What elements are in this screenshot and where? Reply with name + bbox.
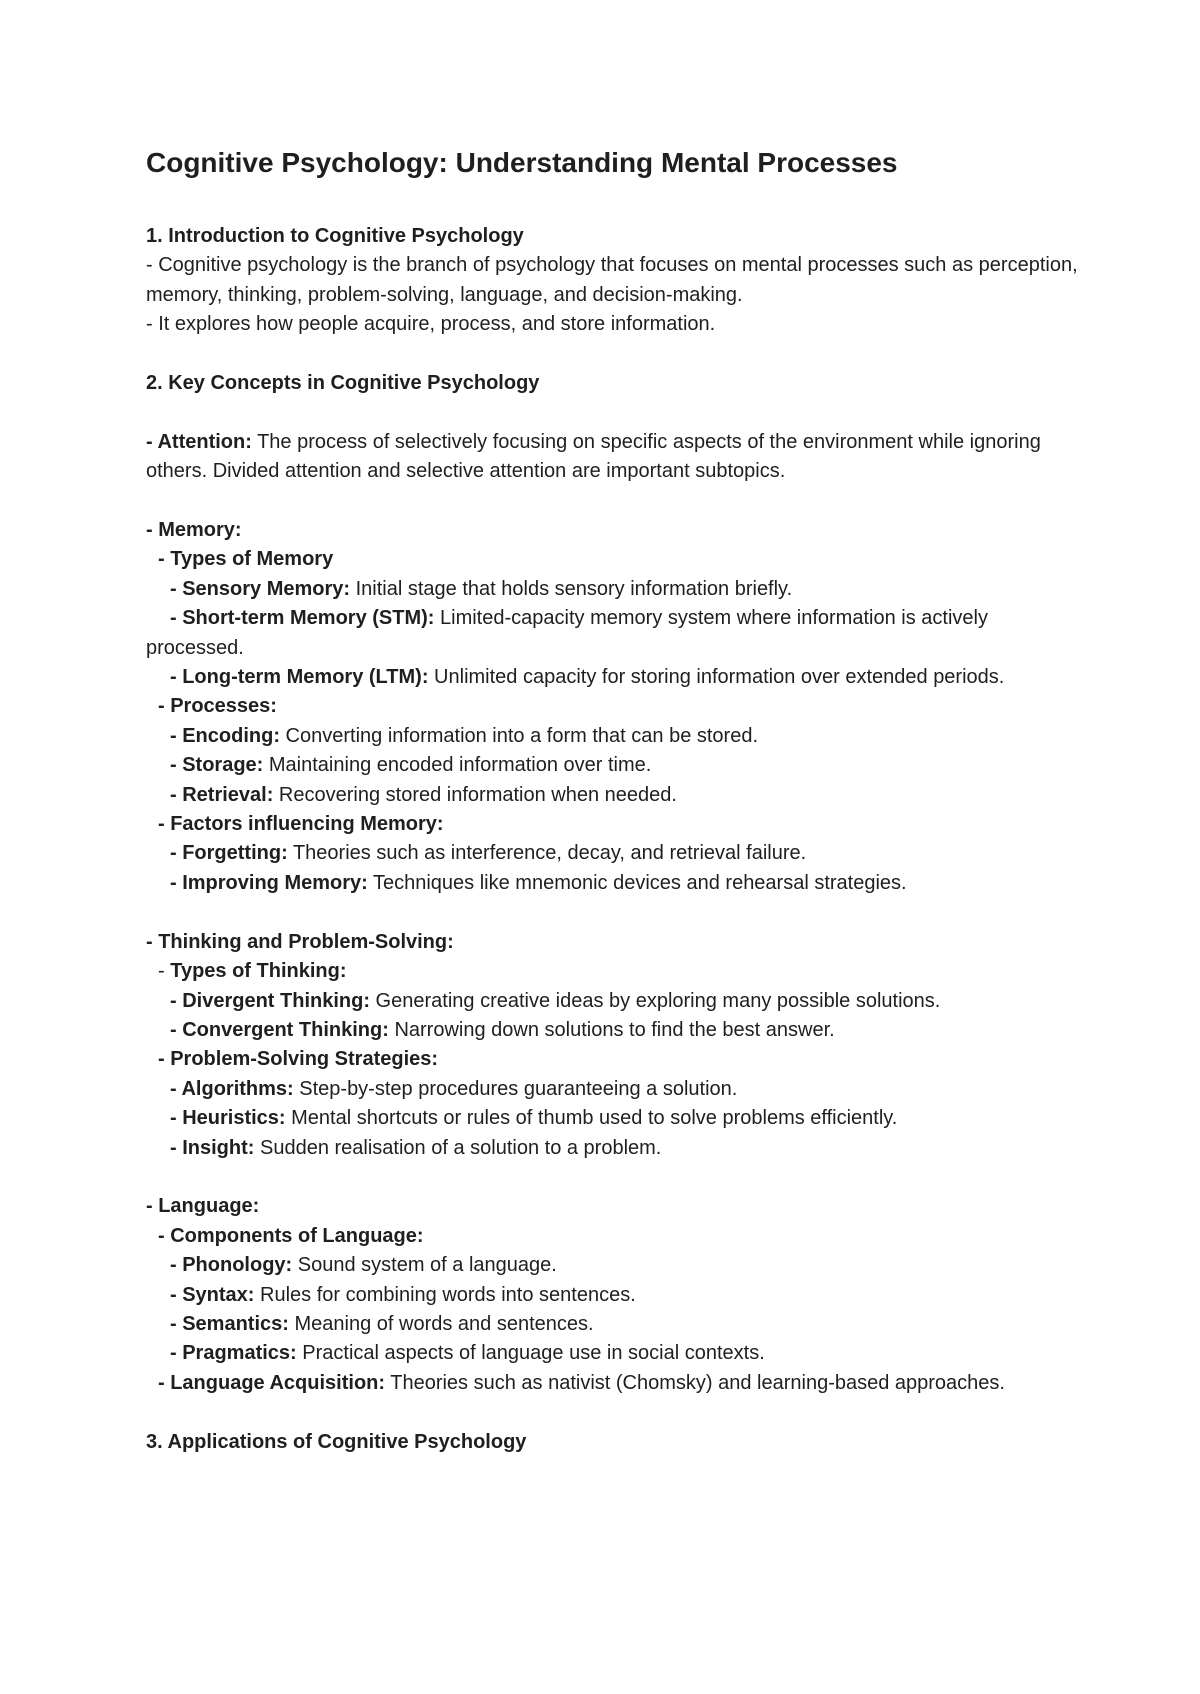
forgetting-text: Theories such as interference, decay, and retrieval failure.	[287, 842, 807, 865]
syntax-item	[146, 1281, 1086, 1310]
sensory-memory-text: Initial stage that holds sensory information briefly.	[350, 577, 793, 600]
thinking-types-heading	[146, 957, 1086, 986]
pragmatics-text: Practical aspects of language use in social contexts.	[296, 1342, 765, 1365]
ltm-item	[146, 663, 1086, 692]
semantics-label: - Semantics:	[170, 1312, 289, 1335]
phonology-label: - Phonology:	[170, 1254, 293, 1277]
encoding-item	[146, 722, 1086, 751]
document-title: Cognitive Psychology: Understanding Mental Processes	[146, 147, 898, 178]
convergent-item	[146, 1016, 1086, 1045]
divergent-text: Generating creative ideas by exploring many possible solutions.	[370, 989, 941, 1012]
memory-factors-heading: - Factors influencing Memory:	[158, 813, 444, 836]
document-page	[146, 138, 1086, 1457]
improving-memory-label: - Improving Memory:	[170, 871, 368, 894]
memory-heading: - Memory:	[146, 519, 242, 542]
acquisition-text: Theories such as nativist (Chomsky) and learning-based approaches.	[385, 1371, 1005, 1394]
stm-item	[146, 604, 1086, 663]
stm-text: Limited-capacity memory system where information is actively processed.	[146, 607, 988, 659]
retrieval-item	[146, 781, 1086, 810]
encoding-text: Converting information into a form that can be stored.	[279, 724, 759, 747]
attention-text: The process of selectively focusing on specific aspects of the environment while ignoring others. Divided attention and selective attention are important subtopics.	[146, 430, 1041, 483]
heuristics-label: - Heuristics:	[170, 1107, 286, 1130]
convergent-label: - Convergent Thinking:	[170, 1018, 389, 1041]
section-3-heading: 3. Applications of Cognitive Psychology	[146, 1430, 527, 1453]
section-2-heading: 2. Key Concepts in Cognitive Psychology	[146, 372, 540, 395]
sensory-memory-item	[146, 575, 1086, 604]
algorithms-item	[146, 1075, 1086, 1104]
acquisition-item	[146, 1369, 1086, 1398]
semantics-text: Meaning of words and sentences.	[288, 1312, 594, 1335]
algorithms-label: - Algorithms:	[170, 1077, 294, 1100]
forgetting-label: - Forgetting:	[170, 842, 288, 865]
memory-processes-heading: - Processes:	[158, 695, 277, 718]
pragmatics-label: - Pragmatics:	[170, 1342, 297, 1365]
ltm-label: - Long-term Memory (LTM):	[170, 666, 429, 689]
syntax-text: Rules for combining words into sentences.	[254, 1283, 636, 1306]
forgetting-item	[146, 839, 1086, 868]
retrieval-text: Recovering stored information when needed.	[273, 783, 677, 806]
sensory-memory-label: - Sensory Memory:	[170, 577, 351, 600]
insight-text: Sudden realisation of a solution to a problem.	[254, 1136, 662, 1159]
section-1-heading: 1. Introduction to Cognitive Psychology	[146, 225, 524, 247]
syntax-label: - Syntax:	[170, 1283, 255, 1306]
retrieval-label: - Retrieval:	[170, 783, 274, 806]
divergent-label: - Divergent Thinking:	[170, 989, 370, 1012]
storage-text: Maintaining encoded information over time.	[263, 754, 652, 777]
attention-label: - Attention:	[146, 430, 252, 453]
memory-types-heading: - Types of Memory	[158, 548, 334, 571]
improving-memory-text: Techniques like mnemonic devices and rehearsal strategies.	[367, 871, 907, 894]
thinking-types-dash: -	[158, 960, 171, 983]
attention-item	[146, 428, 1086, 487]
intro-paragraph-2: - It explores how people acquire, process, and store information.	[146, 313, 716, 336]
stm-label: - Short-term Memory (STM):	[170, 607, 435, 630]
algorithms-text: Step-by-step procedures guaranteeing a solution.	[293, 1077, 738, 1100]
strategies-heading: - Problem-Solving Strategies:	[158, 1048, 439, 1071]
ltm-text: Unlimited capacity for storing information over extended periods.	[428, 666, 1005, 689]
improving-memory-item	[146, 869, 1086, 898]
insight-item	[146, 1134, 1086, 1163]
insight-label: - Insight:	[170, 1136, 255, 1159]
phonology-item	[146, 1251, 1086, 1280]
semantics-item	[146, 1310, 1086, 1339]
heuristics-item	[146, 1104, 1086, 1133]
pragmatics-item	[146, 1339, 1086, 1368]
language-components-heading: - Components of Language:	[158, 1224, 424, 1247]
encoding-label: - Encoding:	[170, 724, 280, 747]
acquisition-label: - Language Acquisition:	[158, 1371, 386, 1394]
language-heading: - Language:	[146, 1195, 260, 1218]
thinking-types-label: Types of Thinking:	[170, 960, 347, 983]
phonology-text: Sound system of a language.	[292, 1254, 557, 1277]
intro-paragraph-1: - Cognitive psychology is the branch of psychology that focuses on mental processes such as perception, memory, thinking, problem-solving, language, and decision-making.	[146, 254, 1078, 306]
convergent-text: Narrowing down solutions to find the best answer.	[388, 1018, 835, 1041]
thinking-heading: - Thinking and Problem-Solving:	[146, 930, 454, 953]
heuristics-text: Mental shortcuts or rules of thumb used to solve problems efficiently.	[285, 1107, 898, 1130]
storage-item	[146, 751, 1086, 780]
divergent-item	[146, 987, 1086, 1016]
storage-label: - Storage:	[170, 754, 264, 777]
